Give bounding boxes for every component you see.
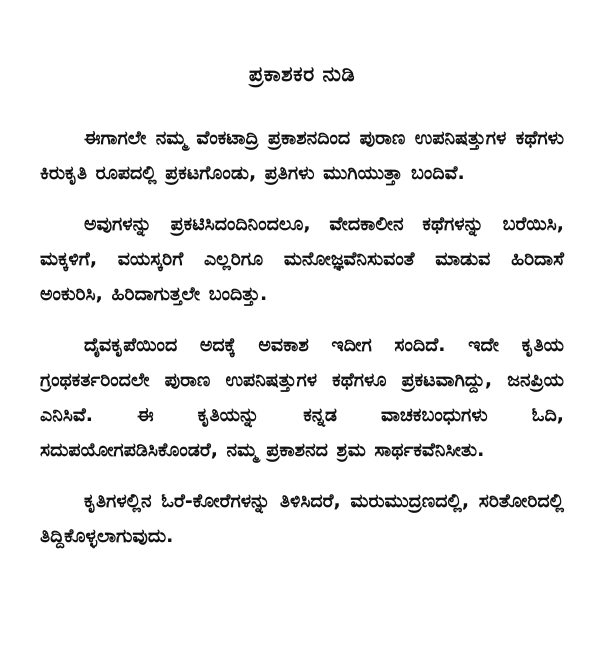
paragraph-4: ಕೃತಿಗಳಲ್ಲಿನ ಓರೆ-ಕೋರೆಗಳನ್ನು ತಿಳಿಸಿದರೆ, ಮರುಮುದ್ರಣದಲ್ಲಿ, ಸರಿತೋರಿದಲ್ಲಿ ತಿದ್ದಿಕೊಳ್ಳಲಾಗುವುದು. [40, 490, 564, 547]
paragraph-1: ಈಗಾಗಲೇ ನಮ್ಮ ವೆಂಕಟಾದ್ರಿ ಪ್ರಕಾಶನದಿಂದ ಪುರಾಣ ಉಪನಿಷತ್ತುಗಳ ಕಥೆಗಳು ಕಿರುಕೃತಿ ರೂಪದಲ್ಲಿ ಪ್ರಕಟಗೊಂಡು, ಪ್ರತಿಗಳು ಮುಗಿಯುತ್ತಾ ಬಂದಿವೆ. [40, 127, 564, 184]
paragraph-3: ದೈವಕೃಪೆಯಿಂದ ಅದಕ್ಕೆ ಅವಕಾಶ ಇದೀಗ ಸಂದಿದೆ. ಇದೇ ಕೃತಿಯ ಗ್ರಂಥಕರ್ತರಿಂದಲೇ ಪುರಾಣ ಉಪನಿಷತ್ತುಗಳ ಕಥೆಗಳೂ ಪ್ರಕಟವಾಗಿದ್ದು, ಜನಪ್ರಿಯ ಎನಿಸಿವೆ. ಈ ಕೃತಿಯನ್ನು ಕನ್ನಡ ವಾಚಕಬಂಧುಗಳು ಓದಿ, ಸದುಪಯೋಗಪಡಿಸಿಕೊಂಡರೆ, ನಮ್ಮ ಪ್ರಕಾಶನದ ಶ್ರಮ ಸಾರ್ಥಕವೆನಿಸೀತು. [40, 334, 564, 461]
page-title: ಪ್ರಕಾಶಕರ ನುಡಿ [248, 62, 356, 86]
paragraph-2: ಅವುಗಳನ್ನು ಪ್ರಕಟಿಸಿದಂದಿನಿಂದಲೂ, ವೇದಕಾಲೀನ ಕಥೆಗಳನ್ನು ಬರೆಯಿಸಿ, ಮಕ್ಕಳಿಗೆ, ವಯಸ್ಕರಿಗೆ ಎಲ್ಲರಿಗೂ ಮನೋಜ್ಞವೆನಿಸುವಂತೆ ಮಾಡುವ ಹಿರಿದಾಸೆ ಅಂಕುರಿಸಿ, ಹಿರಿದಾಗುತ್ತಲೇ ಬಂದಿತ್ತು. [40, 213, 564, 305]
